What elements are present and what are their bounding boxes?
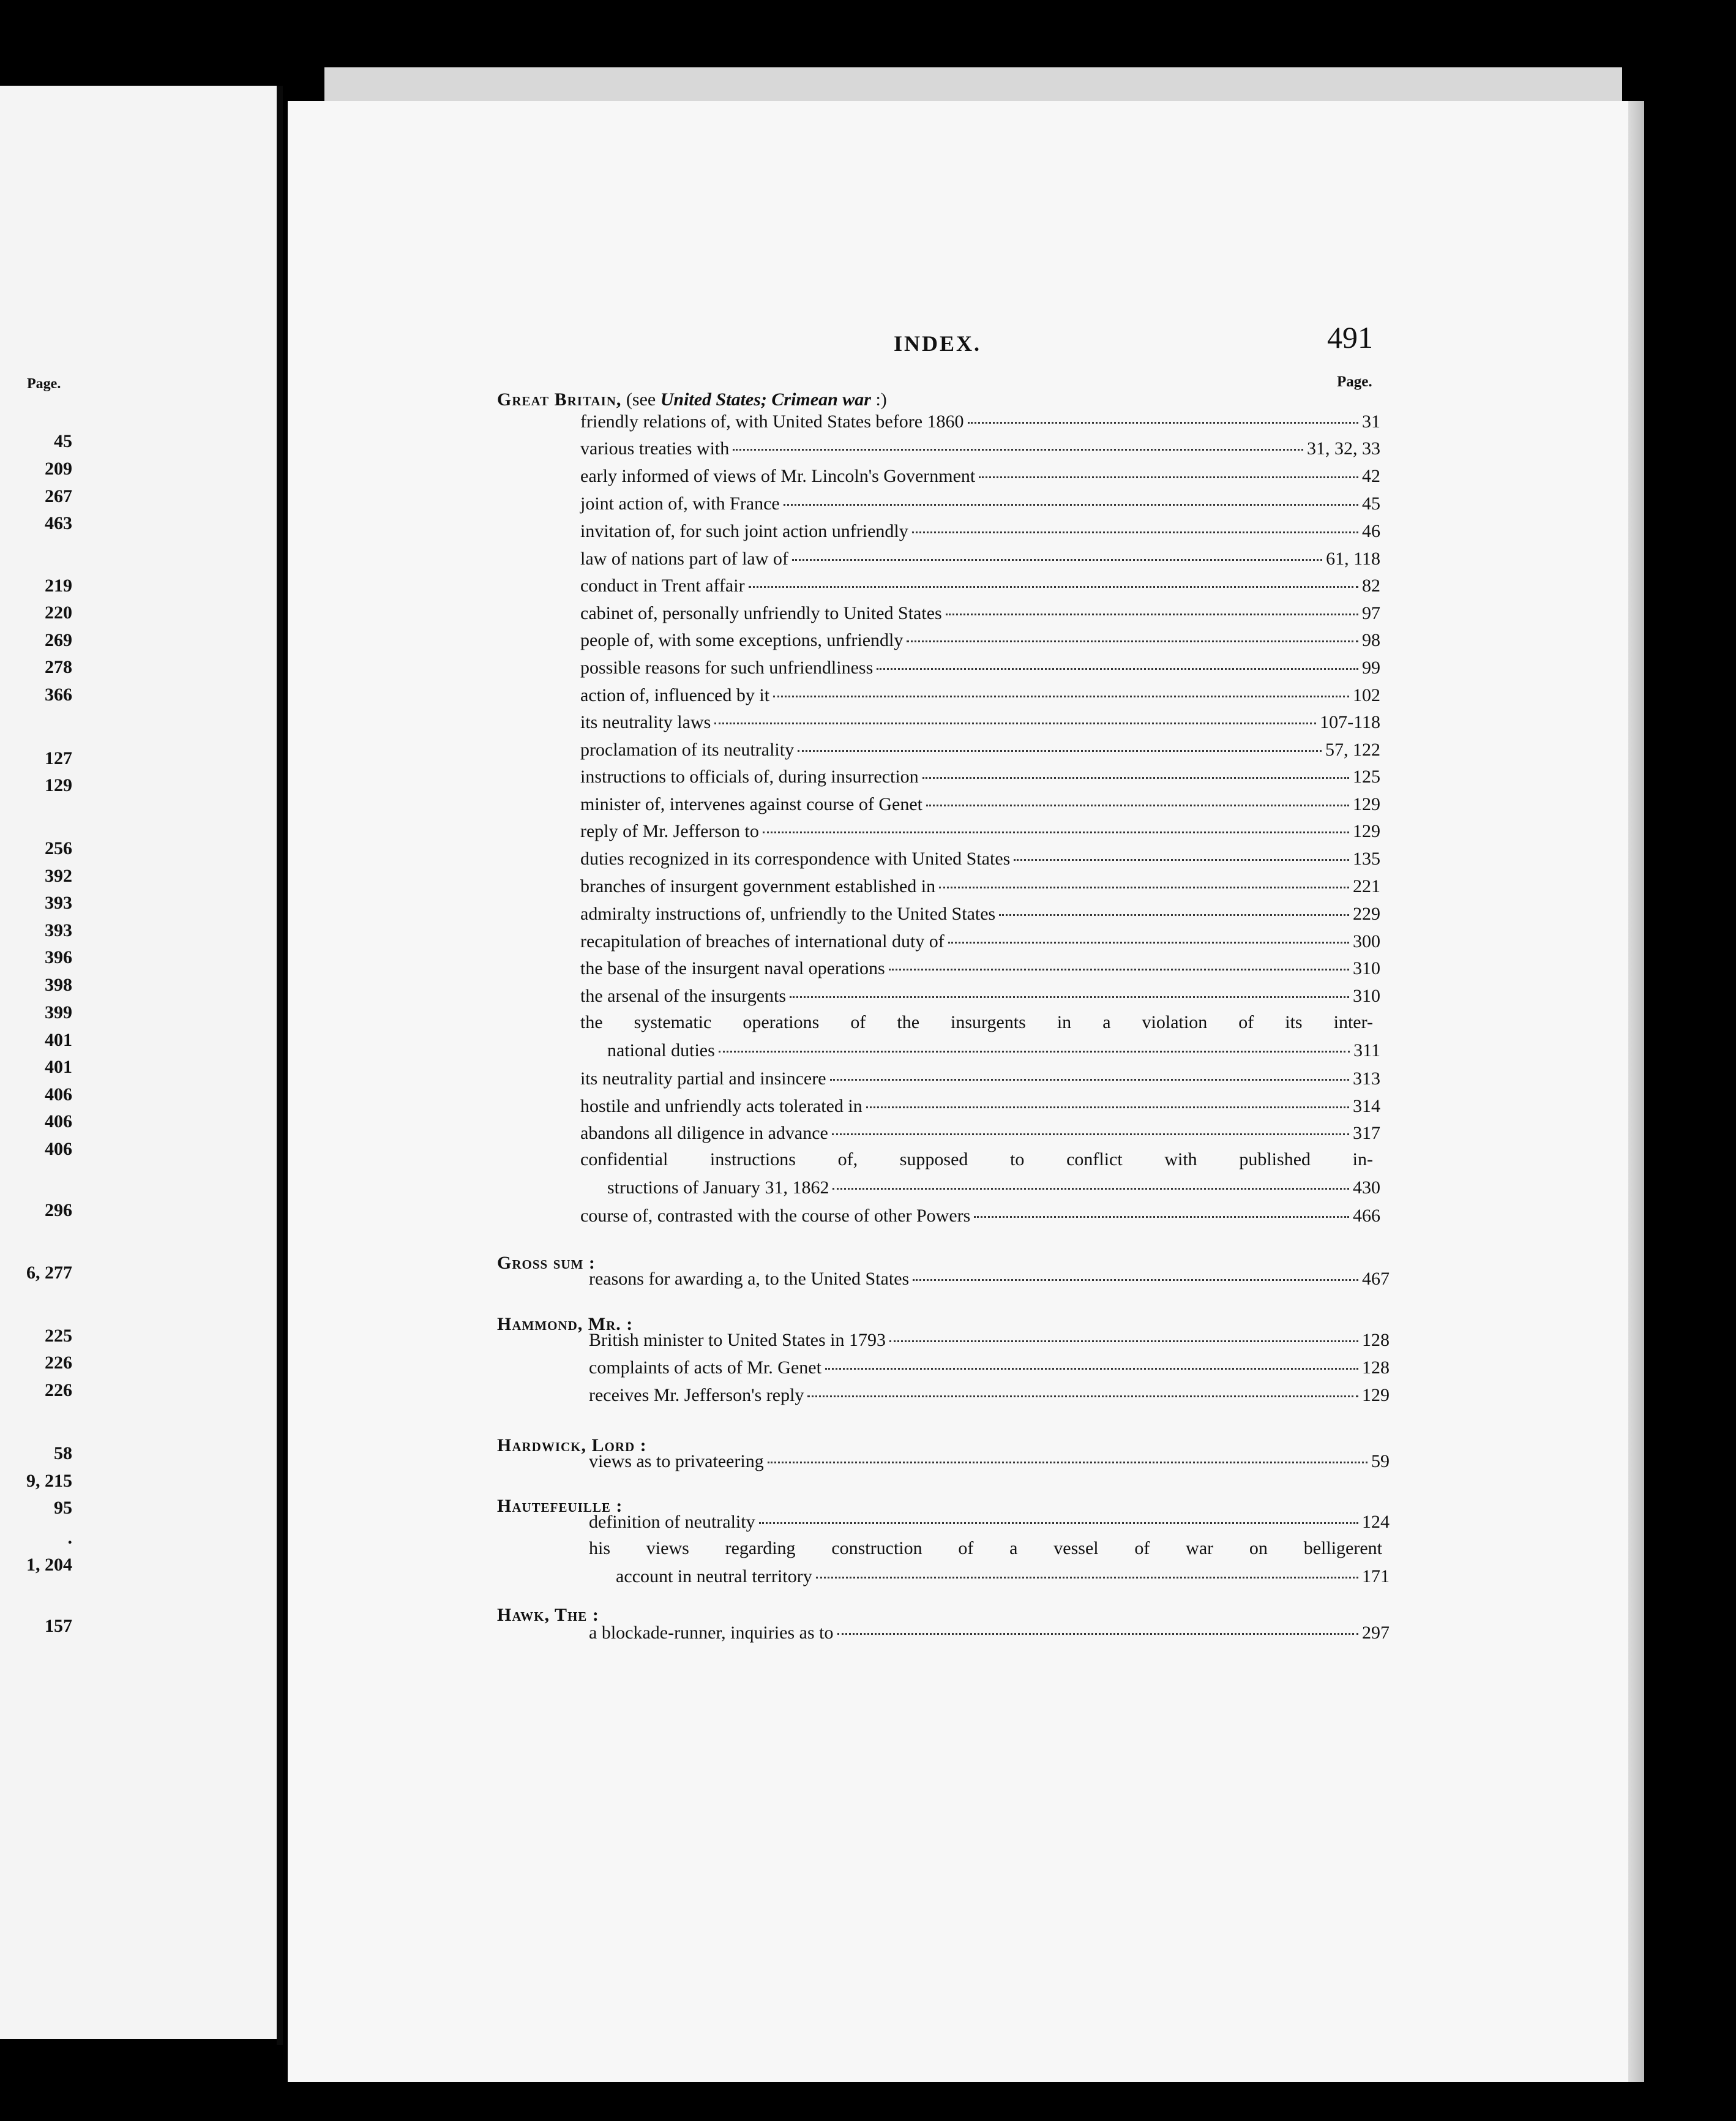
dot-leader (749, 568, 1358, 588)
index-heading-label: Great Britain, (497, 389, 622, 410)
index-entry (589, 1353, 1390, 1380)
left-page-number: 278 (45, 657, 72, 677)
index-entry-text: British minister to United States in 1793 (589, 1330, 886, 1350)
index-entry (589, 1507, 1390, 1534)
index-entry-page: 171 (1362, 1566, 1390, 1586)
index-entry-page: 82 (1362, 576, 1380, 596)
dot-leader (832, 1115, 1349, 1135)
dot-leader (816, 1558, 1358, 1579)
dot-leader (837, 1615, 1359, 1635)
dot-leader (979, 458, 1358, 478)
index-entry-text: duties recognized in its correspondence with United States (580, 849, 1011, 869)
cross-reference-part: (see (621, 389, 660, 410)
index-entry-page: 125 (1353, 767, 1380, 787)
dot-leader (913, 1261, 1358, 1281)
index-entry-text: law of nations part of law of (580, 549, 788, 569)
index-entry-page: 107-118 (1320, 712, 1380, 732)
index-entry-page: 317 (1353, 1123, 1380, 1143)
dot-leader (912, 513, 1358, 533)
index-entry-page: 466 (1353, 1206, 1380, 1226)
left-page-number: 401 (45, 1030, 72, 1050)
left-page-number: 225 (45, 1326, 72, 1346)
left-page-number: 398 (45, 975, 72, 995)
left-page-number: 393 (45, 893, 72, 913)
index-entry-text: admiralty instructions of, unfriendly to the United States (580, 904, 996, 924)
dot-leader (733, 430, 1303, 451)
index-entry (589, 1618, 1390, 1645)
index-entry (607, 1036, 1380, 1063)
dot-leader (825, 1350, 1358, 1370)
index-entry (589, 1447, 1390, 1474)
index-entry-text: proclamation of its neutrality (580, 740, 795, 760)
index-heading-label: Hardwick, Lord : (497, 1435, 647, 1455)
index-entry (589, 1326, 1390, 1353)
left-page-number: 6, 277 (26, 1263, 72, 1283)
left-page-number: 45 (54, 431, 72, 451)
index-entry-text: joint action of, with France (580, 494, 780, 514)
left-page-number: . (67, 1528, 72, 1548)
index-entry (580, 872, 1380, 899)
index-entry (607, 1173, 1380, 1200)
index-entry-text: complaints of acts of Mr. Genet (589, 1357, 821, 1378)
page-column-label: Page. (1337, 374, 1372, 390)
left-page-number: 226 (45, 1380, 72, 1400)
index-heading (497, 1605, 599, 1626)
cross-reference-part: United States (660, 389, 761, 410)
dot-leader (832, 1169, 1349, 1190)
left-page-number: 392 (45, 866, 72, 886)
index-entry-text: people of, with some exceptions, unfriendly (580, 630, 904, 650)
index-entry-page: 102 (1353, 685, 1380, 705)
page-right-edge (1628, 101, 1644, 2082)
index-entry-page: 46 (1362, 521, 1380, 541)
index-entry (580, 626, 1380, 653)
index-entry (580, 462, 1380, 489)
index-entry-text: reply of Mr. Jefferson to (580, 821, 759, 841)
index-entry (580, 653, 1380, 680)
index-entry-text: instructions to officials of, during insurrection (580, 767, 919, 787)
index-entry-text: reasons for awarding a, to the United States (589, 1269, 910, 1289)
left-page-number: 209 (45, 459, 72, 479)
dot-leader (773, 677, 1349, 697)
left-page-number: 401 (45, 1057, 72, 1077)
index-entry-page: 61, 118 (1326, 549, 1380, 569)
left-page-number: 406 (45, 1084, 72, 1105)
index-entry-text: his views regarding construction of a vessel of war on belligerent (589, 1538, 1382, 1558)
index-entry-page: 297 (1362, 1623, 1390, 1643)
left-page-column-label: Page. (27, 376, 61, 392)
running-head: INDEX. (894, 331, 982, 356)
index-entry (580, 708, 1380, 735)
index-entry-text: a blockade-runner, inquiries as to (589, 1623, 834, 1643)
index-entry (580, 489, 1380, 516)
index-heading-label: Hawk, The : (497, 1605, 599, 1625)
dot-leader (830, 1060, 1349, 1081)
index-heading-label: Hautefeuille : (497, 1496, 623, 1516)
left-page-number: 256 (45, 838, 72, 858)
index-entry-page: 97 (1362, 603, 1380, 623)
left-page-number: 157 (45, 1616, 72, 1636)
index-entry-text: various treaties with (580, 438, 730, 459)
index-entry (589, 1381, 1390, 1408)
dot-leader (922, 759, 1349, 779)
index-entry-text: the base of the insurgent naval operations (580, 958, 885, 978)
index-entry-text: the arsenal of the insurgents (580, 986, 787, 1006)
index-entry-page: 135 (1353, 849, 1380, 869)
index-entry-text: friendly relations of, with United States before 1860 (580, 411, 964, 432)
left-page-number: 366 (45, 685, 72, 705)
left-page-number: 219 (45, 576, 72, 596)
left-page-number: 95 (54, 1498, 72, 1518)
dot-leader (784, 486, 1358, 506)
index-entry (580, 434, 1380, 461)
left-page-number: 9, 215 (26, 1471, 72, 1491)
index-entry-page: 313 (1353, 1068, 1380, 1089)
dot-leader (807, 1377, 1358, 1397)
left-page-number: 127 (45, 748, 72, 768)
dot-leader (889, 950, 1349, 970)
index-entry-text: early informed of views of Mr. Lincoln's Government (580, 466, 976, 486)
dot-leader (790, 978, 1349, 998)
index-entry (580, 571, 1380, 598)
index-entry-page: 430 (1353, 1177, 1380, 1198)
dot-leader (889, 1322, 1358, 1342)
index-entry-page: 310 (1353, 958, 1380, 978)
page-gutter (277, 86, 283, 2045)
index-entry-text: views as to privateering (589, 1451, 764, 1471)
index-entry-text: hostile and unfriendly acts tolerated in (580, 1096, 862, 1116)
index-entry-text: invitation of, for such joint action unfriendly (580, 521, 908, 541)
index-entry-text: action of, influenced by it (580, 685, 770, 705)
index-entry-text: conduct in Trent affair (580, 576, 745, 596)
index-entry-page: 311 (1353, 1040, 1380, 1060)
dot-leader (907, 622, 1358, 642)
index-entry-page: 59 (1371, 1451, 1390, 1471)
index-entry-text: confidential instructions of, supposed to conflict with published in- (580, 1149, 1373, 1169)
index-entry-page: 129 (1362, 1385, 1390, 1405)
page-top-strip (324, 67, 1622, 101)
dot-leader (719, 1032, 1350, 1053)
index-entry-page: 42 (1362, 466, 1380, 486)
left-page-number: 296 (45, 1200, 72, 1220)
index-entry-text: its neutrality laws (580, 712, 711, 732)
index-heading-label: Gross sum : (497, 1253, 596, 1273)
dot-leader (866, 1088, 1349, 1108)
left-page-number: 58 (54, 1443, 72, 1463)
index-entry-page: 314 (1353, 1096, 1380, 1116)
page-number: 491 (1327, 320, 1373, 355)
index-entry-page: 129 (1353, 821, 1380, 841)
dot-leader (877, 650, 1358, 670)
dot-leader (714, 704, 1316, 724)
dot-leader (926, 786, 1349, 806)
dot-leader (974, 1198, 1349, 1218)
index-heading (497, 1253, 596, 1274)
index-entry-page: 31, 32, 33 (1307, 438, 1380, 459)
index-entry-text: minister of, intervenes against course of Genet (580, 794, 922, 814)
index-entry (580, 982, 1380, 1008)
index-entry-continuation: account in neutral territory (616, 1566, 812, 1586)
dot-leader (939, 868, 1349, 888)
index-entry-page: 229 (1353, 904, 1380, 924)
index-entry (580, 1119, 1380, 1146)
left-page-number: 393 (45, 920, 72, 940)
index-entry-text: course of, contrasted with the course of other Powers (580, 1206, 971, 1226)
dot-leader (768, 1443, 1367, 1463)
left-page-number: 463 (45, 513, 72, 533)
index-entry (580, 762, 1380, 789)
index-entry-page: 98 (1362, 630, 1380, 650)
index-entry-text: cabinet of, personally unfriendly to United States (580, 603, 942, 623)
index-entry-page: 128 (1362, 1330, 1390, 1350)
left-page-number: 269 (45, 630, 72, 650)
index-entry-continuation: national duties (607, 1040, 715, 1060)
index-entry-page: 57, 122 (1325, 740, 1380, 760)
index-entry-page: 300 (1353, 931, 1380, 952)
dot-leader (968, 404, 1358, 424)
index-entry-page: 31 (1362, 411, 1380, 432)
index-entry (580, 817, 1380, 844)
left-page-number: 267 (45, 486, 72, 506)
index-entry (580, 1201, 1380, 1228)
index-entry (580, 844, 1380, 871)
index-entry-text: definition of neutrality (589, 1512, 755, 1532)
left-page-number: 406 (45, 1111, 72, 1132)
index-entry-page: 128 (1362, 1357, 1390, 1378)
index-entry-page: 221 (1353, 876, 1380, 896)
dot-leader (763, 813, 1349, 833)
index-heading-label: Hammond, Mr. : (497, 1314, 634, 1334)
index-entry-text: receives Mr. Jefferson's reply (589, 1385, 804, 1405)
index-entry-page: 310 (1353, 986, 1380, 1006)
index-entry-text: its neutrality partial and insincere (580, 1068, 826, 1089)
index-entry-continuation: structions of January 31, 1862 (607, 1177, 829, 1198)
index-entry-text: recapitulation of breaches of international duty of (580, 931, 945, 952)
dot-leader (999, 896, 1349, 916)
index-entry-page: 129 (1353, 794, 1380, 814)
left-page-number: 129 (45, 775, 72, 795)
index-entry (616, 1562, 1390, 1589)
dot-leader (1014, 841, 1349, 861)
index-entry (580, 899, 1380, 926)
index-entry-page: 124 (1362, 1512, 1390, 1532)
index-entry-text: branches of insurgent government established in (580, 876, 936, 896)
left-page-number: 399 (45, 1002, 72, 1023)
left-page-number: 220 (45, 603, 72, 623)
index-entry (580, 517, 1380, 544)
index-entry-page: 99 (1362, 658, 1380, 678)
dot-leader (759, 1504, 1358, 1524)
cross-reference-part: ; (760, 389, 772, 410)
dot-leader (948, 923, 1349, 944)
index-entry-text: the systematic operations of the insurgents in a violation of its inter- (580, 1012, 1373, 1032)
index-entry (580, 1064, 1380, 1091)
dot-leader (792, 541, 1322, 561)
cross-reference-part: Crimean war (771, 389, 871, 410)
index-entry-text: possible reasons for such unfriendliness (580, 658, 874, 678)
cross-reference-part: :) (870, 389, 887, 410)
index-entry-text: abandons all diligence in advance (580, 1123, 828, 1143)
index-entry-page: 467 (1362, 1269, 1390, 1289)
left-page-number: 1, 204 (26, 1555, 72, 1575)
left-page-number: 406 (45, 1139, 72, 1159)
dot-leader (946, 595, 1358, 615)
index-entry (589, 1264, 1390, 1291)
left-page-number: 226 (45, 1353, 72, 1373)
left-page-number: 396 (45, 947, 72, 967)
index-entry (580, 954, 1380, 981)
dot-leader (798, 732, 1322, 752)
index-entry-page: 45 (1362, 494, 1380, 514)
